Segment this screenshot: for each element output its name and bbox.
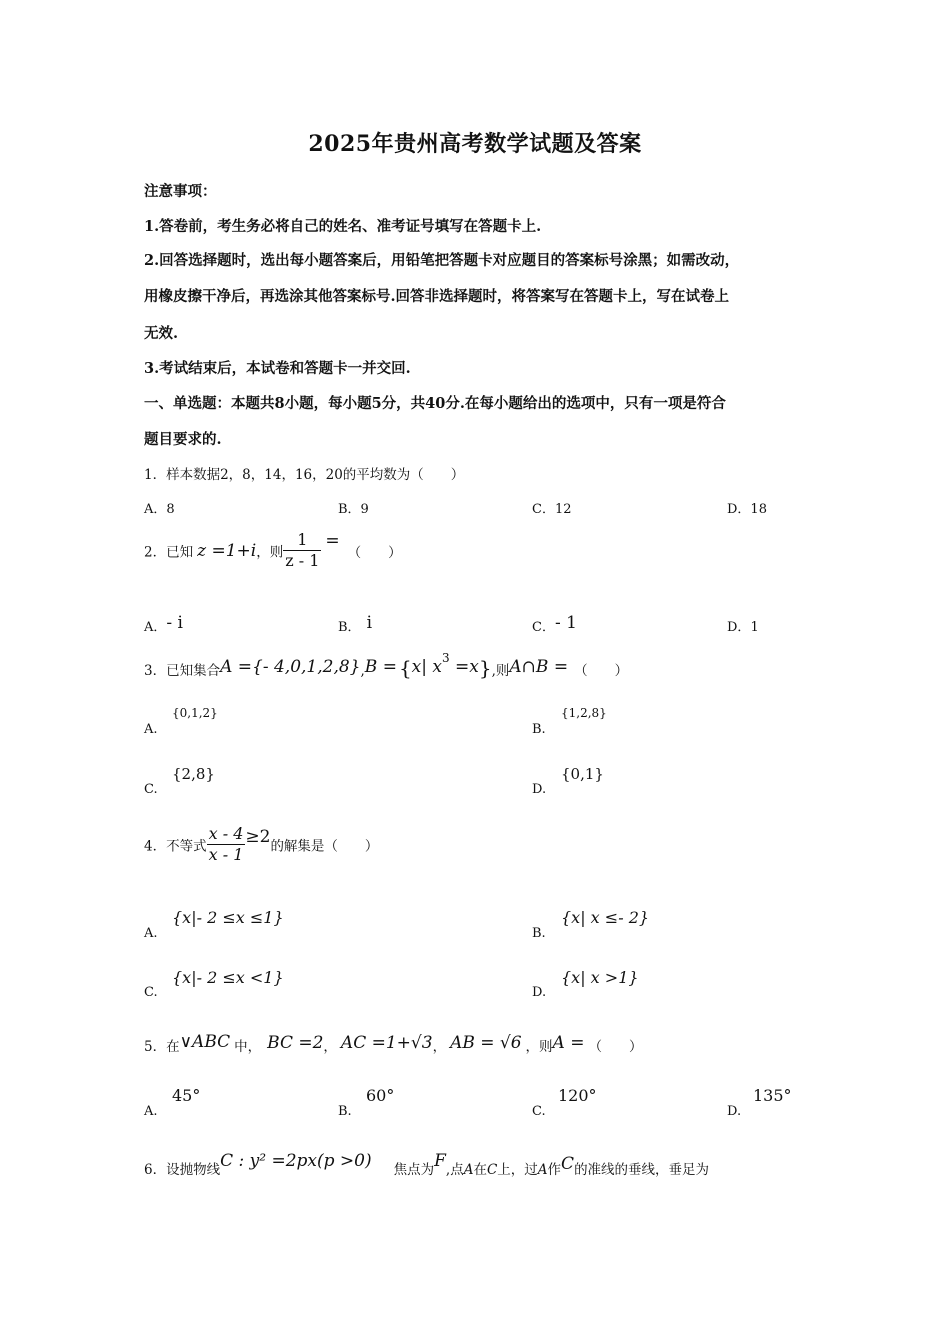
question-5-suffix: （ ）: [588, 1039, 643, 1055]
question-5-sep-1: ，: [323, 1039, 337, 1055]
question-3-then: ,则: [491, 663, 510, 679]
question-6-point-a-1: A: [463, 1162, 474, 1178]
question-6-text-1: 焦点为: [393, 1162, 435, 1178]
question-3-set-b-left: B =: [364, 657, 397, 677]
question-3-comma: ,: [360, 663, 365, 679]
question-6-stem: [144, 1151, 710, 1179]
question-4-fraction: [207, 824, 246, 865]
question-2-option-b: [338, 613, 372, 636]
notes-item-3: 3.考试结束后，本试卷和答题卡一并交回.: [144, 360, 411, 377]
question-3-expression: A∩B =: [509, 657, 569, 677]
question-5-stem: [144, 1032, 643, 1056]
question-4-option-a-value: {x|- 2 ≤x ≤1}: [172, 908, 284, 927]
page-title: 2025年贵州高考数学试题及答案: [308, 131, 642, 157]
question-5-option-d-label: D.: [727, 1104, 742, 1119]
question-1-option-c: C．12: [532, 502, 572, 517]
question-3-prefix: 3．已知集合: [144, 663, 221, 679]
question-3-option-b-label: B.: [532, 722, 546, 737]
question-5-bc: BC =2: [267, 1033, 324, 1053]
question-2-stem: [144, 530, 402, 571]
question-6-curve: C : y² =2px(p >0): [220, 1151, 372, 1171]
question-6-text-2: ,点: [445, 1162, 464, 1178]
question-4-option-c-value: {x|- 2 ≤x <1}: [172, 968, 284, 987]
question-4-option-b-value: {x| x ≤- 2}: [561, 908, 650, 927]
question-2-option-c-value: - 1: [554, 613, 577, 633]
question-3-option-d-label: D.: [532, 782, 547, 797]
question-4-relation: ≥2: [245, 826, 271, 847]
question-4-option-a-label: A.: [144, 926, 158, 941]
question-4-stem: [144, 824, 378, 865]
question-1-option-d: D．18: [727, 502, 767, 517]
question-6-text-5: 作: [547, 1162, 562, 1178]
question-5-option-b-label: B.: [338, 1104, 352, 1119]
notes-item-1: 1.答卷前，考生务必将自己的姓名、准考证号填写在答题卡上.: [144, 218, 542, 235]
question-2-option-b-label: B．: [338, 620, 361, 635]
section-1-line-1: 一、单选题：本题共8小题，每小题5分，共40分.在每小题给出的选项中，只有一项是符合: [144, 395, 726, 412]
question-3-option-c-value: {2,8}: [172, 765, 215, 783]
question-2-prefix: 2．已知: [144, 544, 194, 561]
question-2-option-b-value: i: [366, 613, 372, 633]
notes-item-2-line-1: 2.回答选择题时，选出每小题答案后，用铅笔把答题卡对应题目的答案标号涂黑；如需改动，: [144, 252, 740, 269]
question-2-option-c-label: C．: [532, 620, 555, 635]
question-3-option-b-value: {1,2,8}: [561, 706, 607, 720]
question-5-option-c-value: 120°: [558, 1086, 597, 1105]
question-5-option-a-label: A.: [144, 1104, 158, 1119]
question-2-fraction: [283, 530, 321, 571]
question-2-equals: =: [325, 530, 340, 551]
question-2-fraction-numerator: 1: [283, 530, 321, 551]
question-5-ab: AB = √6: [450, 1033, 522, 1053]
question-5-triangle: ∨ABC: [179, 1032, 231, 1052]
question-5-then: ，则: [525, 1039, 553, 1055]
question-4-option-d-label: D.: [532, 985, 547, 1000]
question-5-option-a-value: 45°: [172, 1086, 201, 1105]
question-2-fraction-denominator: z - 1: [285, 551, 320, 570]
question-5-mid: 中，: [234, 1039, 262, 1055]
question-2-option-a-label: A．: [144, 620, 167, 635]
question-6-point-a-2: A: [537, 1162, 548, 1178]
question-3-option-d-value: {0,1}: [561, 765, 604, 783]
question-5-angle-a: A =: [552, 1033, 585, 1053]
question-3-set-a: A ={- 4,0,1,2,8}: [220, 657, 361, 677]
question-5-option-d-value: 135°: [753, 1086, 792, 1105]
question-4-fraction-denominator: x - 1: [208, 845, 244, 864]
question-5-prefix: 5．在: [144, 1039, 180, 1055]
question-2-mid: ，则: [256, 544, 284, 561]
notes-heading: 注意事项：: [144, 183, 217, 200]
question-3-set-b-body: x| x: [411, 657, 442, 677]
question-3-option-a-value: {0,1,2}: [172, 706, 218, 720]
question-2-option-d: [727, 616, 759, 635]
question-1-option-b: B．9: [338, 502, 369, 517]
question-6-text-3: 在: [473, 1162, 487, 1178]
question-5-option-b-value: 60°: [366, 1086, 395, 1105]
question-2-suffix: （ ）: [347, 544, 402, 561]
question-2-option-d-value: 1: [750, 620, 759, 635]
question-6-prefix: 6．设抛物线: [144, 1162, 221, 1178]
question-6-focus: F: [434, 1151, 446, 1171]
section-1-line-2: 题目要求的.: [144, 431, 222, 448]
question-2-option-a: [144, 613, 183, 636]
question-3-set-b-exponent: 3: [441, 650, 450, 665]
question-4-option-c-label: C.: [144, 985, 158, 1000]
question-1-option-a: A．8: [144, 502, 175, 517]
question-4-fraction-numerator: x - 4: [208, 824, 244, 843]
question-2-option-c: [532, 613, 577, 636]
question-4-prefix: 4．不等式: [144, 838, 207, 855]
question-3-option-c-label: C.: [144, 782, 158, 797]
question-1-stem: 1．样本数据2，8，14，16，20的平均数为（ ）: [144, 467, 465, 483]
question-6-text-6: 的准线的垂线，垂足为: [574, 1162, 710, 1178]
notes-item-2-line-3: 无效.: [144, 325, 179, 342]
question-5-ac: AC =1+√3: [340, 1033, 433, 1053]
question-3-set-b-tail: =x: [449, 657, 479, 677]
question-4-suffix: 的解集是（ ）: [270, 838, 379, 855]
question-2-option-a-value: - i: [166, 613, 183, 633]
question-3-option-a-label: A.: [144, 722, 158, 737]
question-3-stem: 3．已知集合A ={- 4,0,1,2,8},B = {x| $x^3 =x$},则A∩B = （ ）: [144, 650, 629, 680]
question-5-option-c-label: C.: [532, 1104, 546, 1119]
notes-item-2-line-2: 用橡皮擦干净后，再选涂其他答案标号.回答非选择题时，将答案写在答题卡上，写在试卷上: [144, 288, 730, 305]
question-6-text-4: 上，过: [497, 1162, 538, 1178]
question-5-sep-2: ，: [432, 1039, 447, 1055]
question-2-option-d-label: D．: [727, 620, 751, 635]
question-3-suffix: （ ）: [574, 663, 629, 679]
question-6-curve-c-1: C: [486, 1162, 498, 1178]
question-4-option-d-value: {x| x >1}: [561, 968, 639, 987]
question-2-given: z =1+i: [197, 540, 257, 561]
question-6-curve-c-2: C: [561, 1154, 575, 1174]
question-4-option-b-label: B.: [532, 926, 546, 941]
